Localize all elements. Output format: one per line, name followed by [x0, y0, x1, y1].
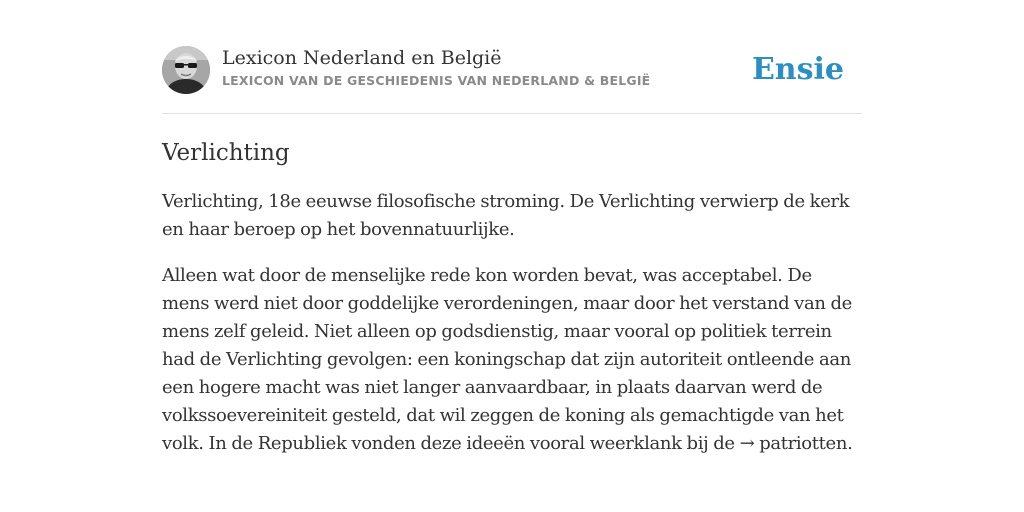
author-avatar-icon[interactable]	[162, 46, 210, 94]
article	[162, 138, 862, 476]
site-subtitle: LEXICON VAN DE GESCHIEDENIS VAN NEDERLAND & BELGIË	[222, 73, 651, 88]
article-paragraph	[162, 262, 862, 458]
site-header	[162, 46, 862, 96]
header-divider	[162, 113, 862, 114]
arrow-right-icon: →	[739, 433, 755, 454]
brand-logo[interactable]: Ensie	[751, 52, 844, 87]
site-name[interactable]: Lexicon Nederland en België	[222, 47, 502, 69]
xref-link-patriotten[interactable]	[740, 433, 848, 454]
article-paragraph: Verlichting, 18e eeuwse filosofische stroming. De Verlichting verwierp de kerk en haar beroep op het bovennatuurlijke.	[162, 191, 850, 240]
article-title: Verlichting	[162, 140, 290, 166]
header-text	[222, 46, 650, 89]
xref-link-label: patriotten	[759, 433, 848, 454]
article-paragraph-text: Alleen wat door de menselijke rede kon worden bevat, was acceptabel. De mens werd niet door goddelijke verordeningen, maar door het verstand van de mens zelf geleid. Niet alleen op godsdienstig, maar vooral op politiek terrein had de Verlichting gevolgen: een koningschap dat zijn autoriteit ontleende aan een hogere macht was niet langer aanvaardbaar, in plaats daarvan werd de volkssoevereiniteit gesteld, dat wil zeggen de koning als gemachtigde van het volk. In de Republiek vonden deze ideeën vooral weerklank bij de	[162, 265, 852, 454]
paragraph-end: .	[847, 433, 853, 454]
